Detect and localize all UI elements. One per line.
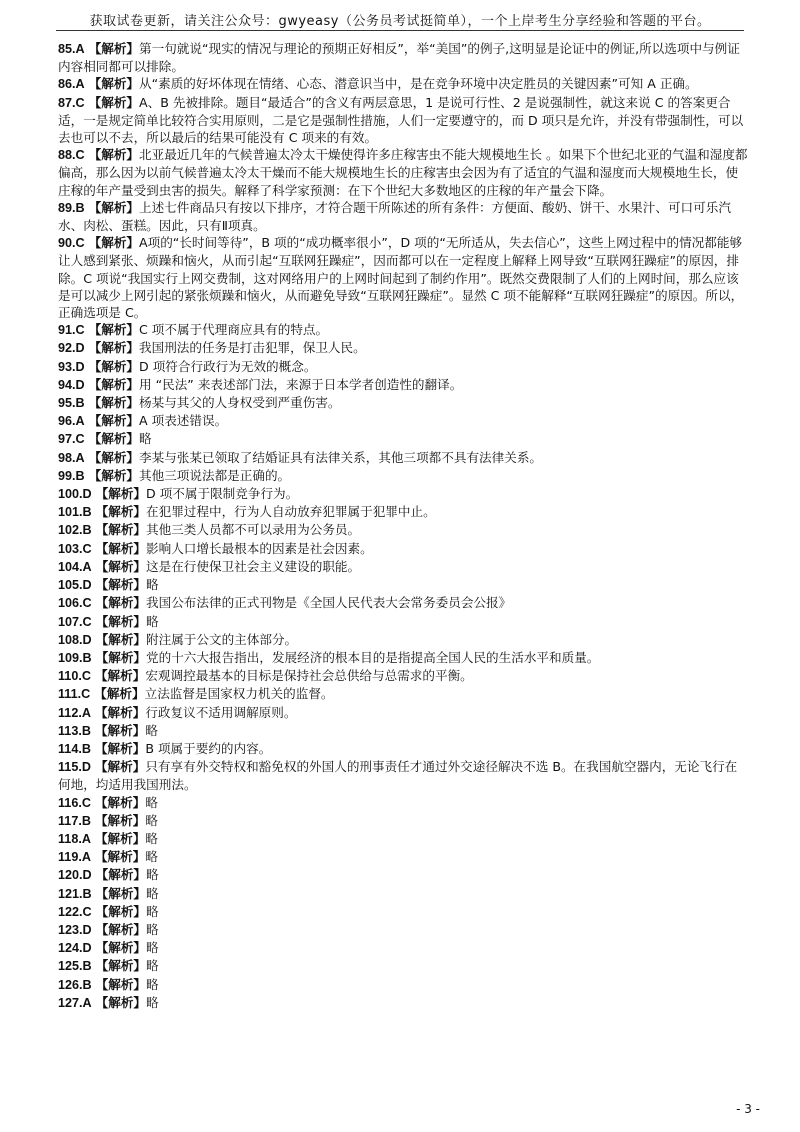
answer-entry — [58, 649, 748, 667]
analysis-text: A 项表述错误。 — [139, 413, 228, 429]
analysis-text: 宏观调控最基本的目标是保持社会总供给与总需求的平衡。 — [145, 668, 473, 684]
analysis-text: 上述七件商品只有按以下排序，才符合题干所陈述的所有条件：方便面、酸奶、饼干、水果汁、可口可乐汽水、肉松、蛋糕。因此，只有Ⅱ项真。 — [58, 199, 731, 234]
answer-entry — [58, 939, 748, 957]
answer-number: 94.D — [58, 377, 85, 392]
analysis-tag: 【解析】 — [88, 41, 139, 56]
analysis-text: 略 — [146, 885, 159, 901]
answer-number: 121.B — [58, 886, 92, 901]
answer-number: 105.D — [58, 578, 92, 593]
analysis-tag: 【解析】 — [94, 668, 146, 684]
answer-entry — [58, 722, 748, 740]
answer-entry — [58, 430, 748, 448]
answer-number: 97.C — [58, 432, 85, 447]
answer-number: 120.D — [58, 868, 92, 883]
answer-entry — [58, 321, 748, 339]
analysis-text: D 项符合行政行为无效的概念。 — [139, 358, 317, 374]
analysis-tag: 【解析】 — [95, 540, 146, 556]
answer-number: 114.B — [58, 741, 91, 756]
analysis-tag: 【解析】 — [88, 431, 139, 447]
answer-entry — [58, 485, 748, 503]
answer-entry — [58, 830, 748, 848]
analysis-text: 略 — [145, 830, 158, 846]
answer-entry — [58, 339, 748, 357]
answer-number: 127.A — [58, 995, 92, 1010]
analysis-text: D 项不属于限制竞争行为。 — [146, 486, 299, 502]
answer-entry — [58, 376, 748, 394]
answer-entry — [58, 685, 748, 703]
analysis-tag: 【解析】 — [88, 235, 139, 251]
answer-number: 88.C — [58, 148, 85, 163]
analysis-tag: 【解析】 — [95, 903, 146, 919]
analysis-text: C 项不属于代理商应具有的特点。 — [139, 322, 329, 338]
analysis-text: A、B 先被排除。题目“最适合”的含义有两层意思，1 是说可行性、2 是说强制性，就这来说 C 的答案更合适，一是规定简单比较符合实用原则，二是它是强制性措施，人们一定要遵守的，而 D 项只是允许，并没有带强制性，可以去也可以不去，所以最后的结果可能没有 C 项来的有效。 — [58, 94, 744, 146]
answer-number: 123.D — [58, 922, 92, 937]
answer-number: 111.C — [58, 687, 91, 702]
analysis-text: 略 — [146, 921, 159, 937]
answer-entry — [58, 146, 748, 199]
analysis-text: 用 “民法” 来表述部门法，来源于日本学者创造性的翻译。 — [139, 376, 463, 392]
answer-number: 113.B — [58, 723, 91, 738]
analysis-text: 其他三类人员都不可以录用为公务员。 — [146, 522, 361, 538]
answer-entry — [58, 75, 748, 93]
answer-entry — [58, 521, 748, 539]
answer-number: 93.D — [58, 359, 85, 374]
analysis-tag: 【解析】 — [94, 830, 146, 846]
answer-entry — [58, 613, 748, 631]
analysis-tag: 【解析】 — [94, 722, 146, 738]
analysis-text: 李某与张某已领取了结婚证具有法律关系，其他三项都不具有法律关系。 — [139, 449, 542, 465]
answer-number: 126.B — [58, 977, 92, 992]
analysis-tag: 【解析】 — [95, 486, 146, 502]
analysis-text: 略 — [146, 867, 159, 883]
analysis-text: 略 — [145, 849, 158, 865]
answer-number: 117.B — [58, 813, 91, 828]
analysis-tag: 【解析】 — [95, 885, 146, 901]
analysis-tag: 【解析】 — [88, 413, 139, 429]
analysis-text: 略 — [145, 722, 158, 738]
analysis-text: 其他三项说法都是正确的。 — [139, 467, 291, 483]
analysis-tag: 【解析】 — [95, 522, 146, 538]
analysis-text: 略 — [139, 431, 152, 447]
answer-entry — [58, 758, 748, 793]
analysis-tag: 【解析】 — [88, 199, 139, 215]
answer-entry — [58, 848, 748, 866]
answer-entry — [58, 994, 748, 1012]
answer-entry — [58, 540, 748, 558]
analysis-text: 略 — [146, 940, 159, 956]
answer-number: 122.C — [58, 904, 92, 919]
page-header: 获取试卷更新，请关注公众号：gwyeasy（公务员考试挺简单），一个上岸考生分享经验和答题的平台。 — [89, 14, 711, 29]
page-number: - 3 - — [736, 1102, 760, 1116]
header-rule — [56, 30, 744, 31]
analysis-tag: 【解析】 — [95, 558, 146, 574]
analysis-text: 略 — [146, 976, 159, 992]
answer-number: 119.A — [58, 850, 91, 865]
answer-entry — [58, 885, 748, 903]
answer-entry — [58, 812, 748, 830]
analysis-text: 我国刑法的任务是打击犯罪，保卫人民。 — [139, 340, 366, 356]
answer-number: 98.A — [58, 450, 85, 465]
analysis-text: 略 — [146, 958, 159, 974]
analysis-tag: 【解析】 — [88, 147, 139, 163]
analysis-text: 立法监督是国家权力机关的监督。 — [144, 686, 334, 702]
analysis-text: 党的十六大报告指出，发展经济的根本目的是指提高全国人民的生活水平和质量。 — [146, 649, 600, 665]
analysis-text: 我国公布法律的正式刊物是《全国人民代表大会常务委员会公报》 — [146, 595, 512, 611]
analysis-text: 略 — [145, 794, 158, 810]
answer-number: 108.D — [58, 632, 92, 647]
answer-number: 106.C — [58, 596, 92, 611]
answer-number: 85.A — [58, 42, 85, 56]
analysis-text: 这是在行使保卫社会主义建设的职能。 — [146, 558, 361, 574]
analysis-text: 只有享有外交特权和豁免权的外国人的刑事责任才通过外交途径解决不选 B。在我国航空器内，无论飞行在何地，均适用我国刑法。 — [58, 759, 738, 793]
answer-number: 115.D — [58, 760, 91, 775]
answer-entry — [58, 576, 748, 594]
analysis-tag: 【解析】 — [95, 613, 146, 629]
analysis-tag: 【解析】 — [94, 794, 146, 810]
analysis-tag: 【解析】 — [94, 759, 146, 775]
analysis-text: B 项属于要约的内容。 — [145, 740, 272, 756]
analysis-tag: 【解析】 — [88, 449, 139, 465]
analysis-text: 略 — [146, 903, 159, 919]
answer-entry — [58, 394, 748, 412]
answer-entry — [58, 412, 748, 430]
analysis-tag: 【解析】 — [95, 595, 146, 611]
answer-number: 107.C — [58, 614, 92, 629]
answer-number: 116.C — [58, 795, 91, 810]
answer-number: 103.C — [58, 541, 92, 556]
answer-entry — [58, 40, 748, 75]
answer-number: 91.C — [58, 323, 85, 338]
analysis-tag: 【解析】 — [88, 322, 139, 338]
analysis-text: A项的“长时间等待”，B 项的“成功概率很小”，D 项的“无所适从，失去信心”，这些上网过程中的情况都能够让人感到紧张、烦躁和恼火，从而引起“互联网狂躁症”，因而都可以在一定程度上解释上网导致“互联网狂躁症”的原因，排除。C 项说“我国实行上网交费制，这对网络用户的上网时间起到了制约作用”。既然交费限制了人们的上网时间，那么应该是可以减少上网引起的紧张烦躁和恼火，从而避免导致“互联网狂躁症”。显然 C 项不能解释“互联网狂躁症”的原因。所以，正确选项是 C。 — [58, 235, 744, 321]
analysis-tag: 【解析】 — [94, 849, 146, 865]
analysis-tag: 【解析】 — [94, 740, 146, 756]
analysis-tag: 【解析】 — [95, 577, 146, 593]
analysis-text: 略 — [146, 994, 159, 1010]
answer-entry — [58, 704, 748, 722]
answer-entry — [58, 234, 748, 321]
analysis-tag: 【解析】 — [88, 376, 139, 392]
analysis-text: 略 — [145, 812, 158, 828]
analysis-text: 从“素质的好坏体现在情绪、心态、潜意识当中，是在竞争环境中决定胜员的关键因素”可知 A 正确。 — [139, 76, 698, 92]
answer-number: 109.B — [58, 650, 92, 665]
analysis-tag: 【解析】 — [95, 921, 146, 937]
analysis-tag: 【解析】 — [95, 958, 146, 974]
analysis-tag: 【解析】 — [94, 686, 145, 702]
analysis-text: 杨某与其父的人身权受到严重伤害。 — [139, 395, 341, 411]
analysis-tag: 【解析】 — [94, 812, 146, 828]
answer-number: 89.B — [58, 200, 85, 215]
analysis-tag: 【解析】 — [95, 631, 146, 647]
answer-number: 101.B — [58, 505, 92, 520]
answer-number: 110.C — [58, 669, 91, 684]
analysis-text: 在犯罪过程中，行为人自动放弃犯罪属于犯罪中止。 — [146, 504, 436, 520]
answer-entry — [58, 794, 748, 812]
answer-number: 125.B — [58, 959, 92, 974]
analysis-tag: 【解析】 — [95, 994, 146, 1010]
analysis-tag: 【解析】 — [88, 76, 139, 92]
answer-number: 86.A — [58, 77, 85, 92]
answer-entry — [58, 921, 748, 939]
analysis-tag: 【解析】 — [88, 358, 139, 374]
answer-entry — [58, 449, 748, 467]
analysis-tag: 【解析】 — [95, 976, 146, 992]
analysis-tag: 【解析】 — [88, 395, 139, 411]
analysis-tag: 【解析】 — [88, 467, 139, 483]
answer-entry — [58, 503, 748, 521]
answer-entry — [58, 667, 748, 685]
answer-number: 104.A — [58, 559, 92, 574]
answer-list — [58, 40, 748, 1012]
answer-entry — [58, 740, 748, 758]
answer-number: 96.A — [58, 414, 85, 429]
answer-number: 118.A — [58, 831, 91, 846]
answer-entry — [58, 94, 748, 147]
analysis-text: 影响人口增长最根本的因素是社会因素。 — [146, 540, 373, 556]
answer-entry — [58, 631, 748, 649]
analysis-text: 附注属于公文的主体部分。 — [146, 631, 298, 647]
analysis-tag: 【解析】 — [95, 940, 146, 956]
analysis-tag: 【解析】 — [95, 867, 146, 883]
answer-entry — [58, 467, 748, 485]
analysis-text: 第一句就说“现实的情况与理论的预期正好相反”，举“美国”的例子,这明显是论证中的例证,所以选项中与例证内容相同都可以排除。 — [58, 41, 740, 75]
analysis-text: 北亚最近几年的气候普遍太冷太干燥使得许多庄稼害虫不能大规模地生长 。如果下个世纪北亚的气温和湿度都偏高，那么因为以前气候普遍太冷太干燥而不能大规模地生长的庄稼害虫会因为有了适宜的气温和湿度而大规模地生长，使庄稼的年产量受到虫害的损失。解释了科学家预测：在下个世纪大多数地区的庄稼的年产量会下降。 — [58, 147, 748, 198]
answer-number: 87.C — [58, 95, 85, 110]
analysis-tag: 【解析】 — [94, 704, 146, 720]
answer-entry — [58, 957, 748, 975]
analysis-text: 行政复议不适用调解原则。 — [145, 704, 297, 720]
analysis-tag: 【解析】 — [95, 649, 146, 665]
analysis-tag: 【解析】 — [88, 340, 139, 356]
answer-entry — [58, 558, 748, 576]
answer-number: 92.D — [58, 341, 85, 356]
answer-entry — [58, 866, 748, 884]
analysis-text: 略 — [146, 613, 159, 629]
answer-number: 100.D — [58, 487, 92, 502]
answer-entry — [58, 903, 748, 921]
answer-number: 99.B — [58, 468, 85, 483]
answer-entry — [58, 594, 748, 612]
analysis-tag: 【解析】 — [88, 94, 139, 110]
answer-entry — [58, 199, 748, 234]
answer-entry — [58, 358, 748, 376]
analysis-text: 略 — [146, 577, 159, 593]
answer-entry — [58, 976, 748, 994]
answer-number: 124.D — [58, 941, 92, 956]
answer-number: 102.B — [58, 523, 92, 538]
answer-number: 95.B — [58, 396, 85, 411]
answer-number: 112.A — [58, 705, 91, 720]
analysis-tag: 【解析】 — [95, 504, 146, 520]
answer-number: 90.C — [58, 236, 85, 251]
